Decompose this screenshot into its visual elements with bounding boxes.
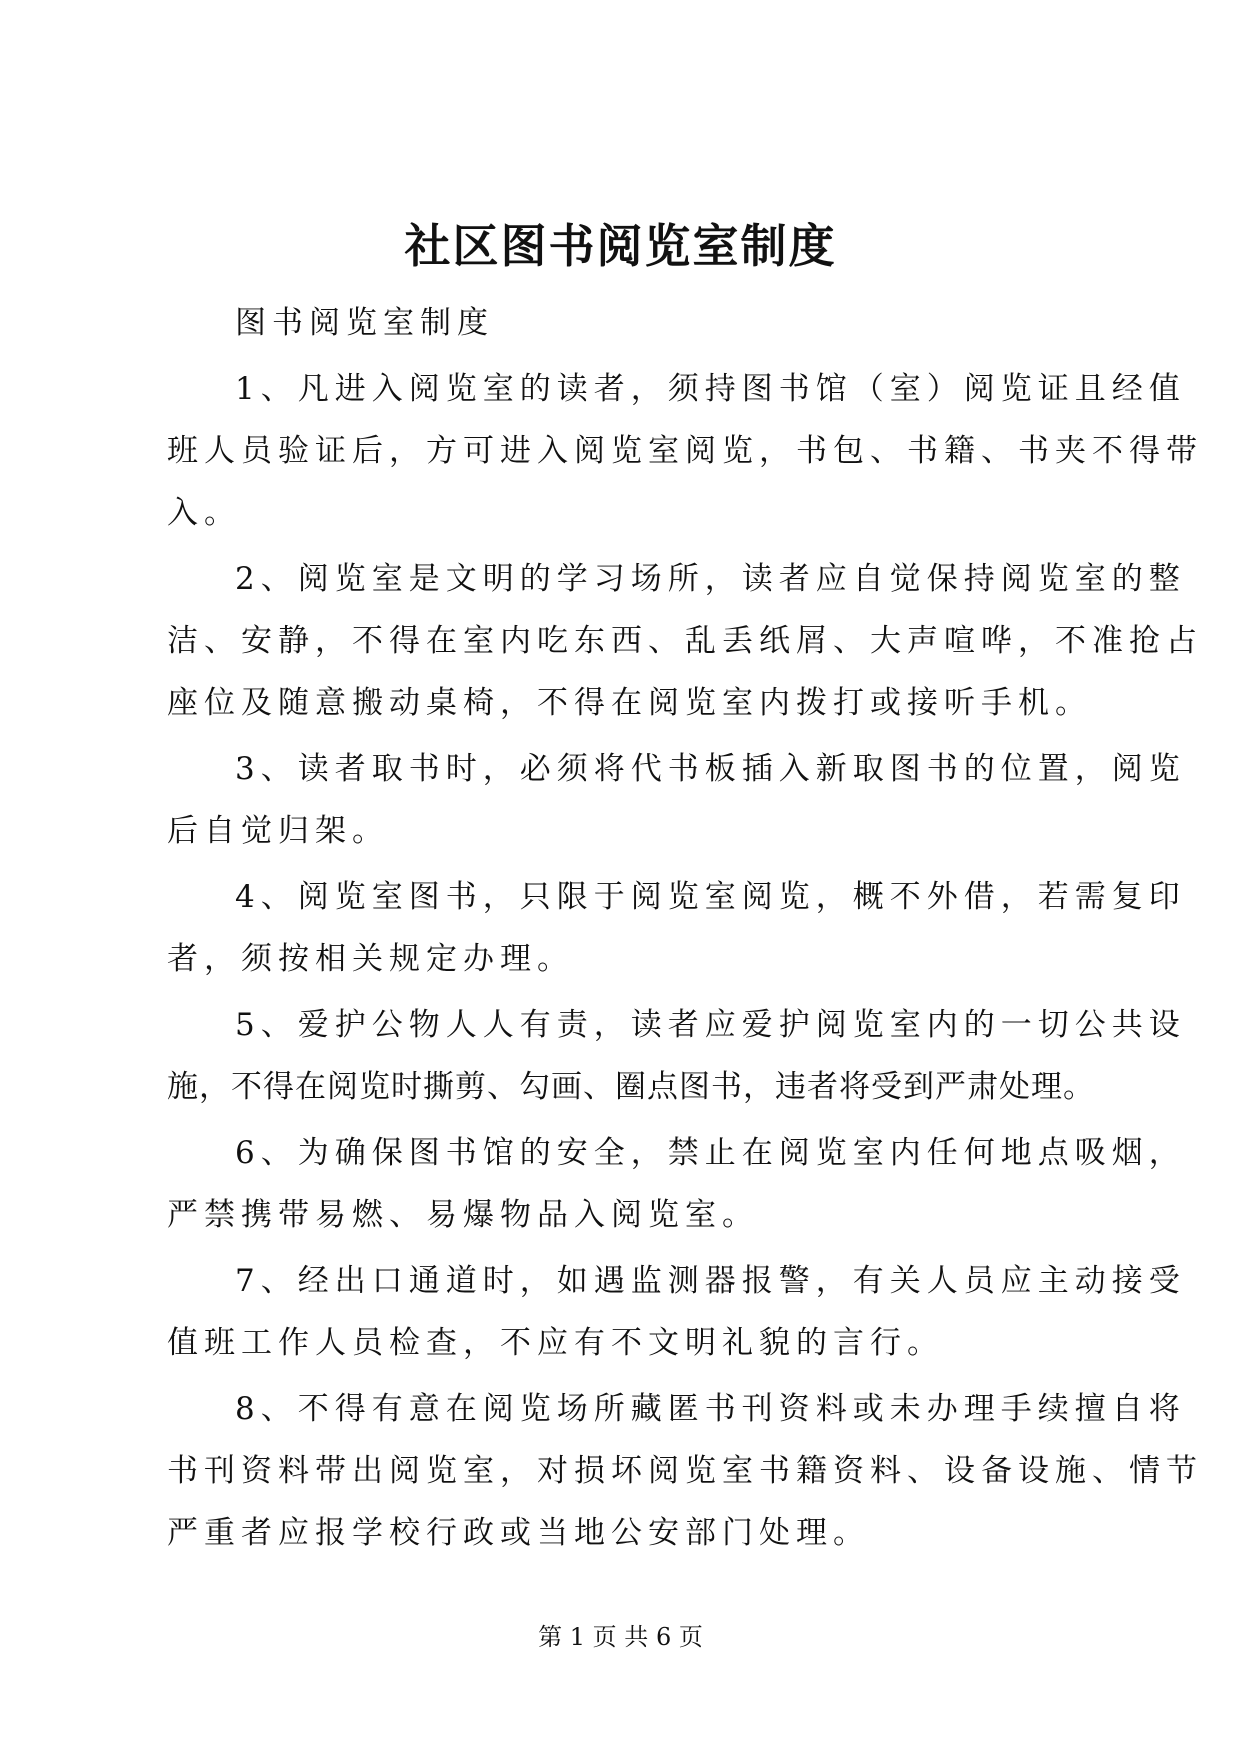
rule-paragraph-5 bbox=[167, 994, 1186, 1118]
paragraph-line: 4、阅览室图书，只限于阅览室阅览，概不外借，若需复印 bbox=[235, 879, 1186, 915]
rule-paragraph-8 bbox=[167, 1378, 1203, 1564]
paragraph-line: 班人员验证后，方可进入阅览室阅览，书包、书籍、书夹不得带 bbox=[167, 433, 1203, 469]
paragraph-line: 7、经出口通道时，如遇监测器报警，有关人员应主动接受 bbox=[235, 1263, 1186, 1299]
rule-paragraph-3 bbox=[167, 738, 1186, 862]
paragraph-line: 3、读者取书时，必须将代书板插入新取图书的位置，阅览 bbox=[235, 751, 1186, 787]
paragraph-line: 入。 bbox=[167, 495, 241, 531]
rule-paragraph-6 bbox=[167, 1122, 1186, 1246]
page-number-footer: 第 1 页 共 6 页 bbox=[538, 1623, 703, 1651]
subtitle-paragraph bbox=[167, 292, 1077, 354]
paragraph-line: 座位及随意搬动桌椅，不得在阅览室内拨打或接听手机。 bbox=[167, 685, 1092, 721]
paragraph-line: 洁、安静，不得在室内吃东西、乱丢纸屑、大声喧哗，不准抢占 bbox=[167, 623, 1203, 659]
rule-paragraph-2 bbox=[167, 548, 1203, 734]
paragraph-line: 6、为确保图书馆的安全，禁止在阅览室内任何地点吸烟， bbox=[235, 1135, 1186, 1171]
subtitle-line: 图书阅览室制度 bbox=[235, 305, 494, 341]
paragraph-line: 者，须按相关规定办理。 bbox=[167, 941, 574, 977]
rule-paragraph-7 bbox=[167, 1250, 1186, 1374]
rule-paragraph-1 bbox=[167, 358, 1203, 544]
paragraph-line: 8、不得有意在阅览场所藏匿书刊资料或未办理手续擅自将 bbox=[235, 1391, 1186, 1427]
paragraph-line: 严重者应报学校行政或当地公安部门处理。 bbox=[167, 1515, 870, 1551]
document-title: 社区图书阅览室制度 bbox=[404, 219, 837, 273]
paragraph-line: 5、爱护公物人人有责，读者应爱护阅览室内的一切公共设 bbox=[235, 1007, 1186, 1043]
paragraph-line: 严禁携带易燃、易爆物品入阅览室。 bbox=[167, 1197, 759, 1233]
paragraph-line: 书刊资料带出阅览室，对损坏阅览室书籍资料、设备设施、情节 bbox=[167, 1453, 1203, 1489]
paragraph-line: 1、凡进入阅览室的读者，须持图书馆（室）阅览证且经值 bbox=[235, 371, 1186, 407]
paragraph-line: 后自觉归架。 bbox=[167, 813, 389, 849]
paragraph-line: 值班工作人员检查，不应有不文明礼貌的言行。 bbox=[167, 1325, 944, 1361]
document-body bbox=[167, 292, 1203, 1568]
paragraph-line: 施，不得在阅览时撕剪、勾画、圈点图书，违者将受到严肃处理。 bbox=[167, 1069, 1095, 1105]
rule-paragraph-4 bbox=[167, 866, 1186, 990]
paragraph-line: 2、阅览室是文明的学习场所，读者应自觉保持阅览室的整 bbox=[235, 561, 1186, 597]
